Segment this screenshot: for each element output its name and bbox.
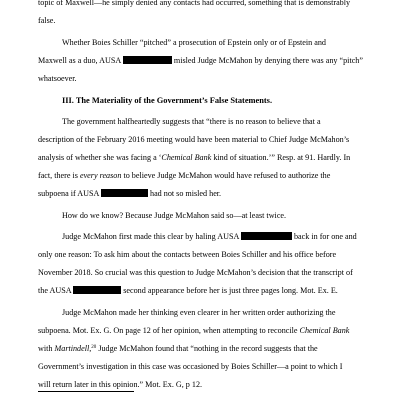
paragraph-line bbox=[38, 153, 350, 163]
paragraph-line bbox=[38, 135, 349, 145]
footnote-ref[interactable]: 20 bbox=[91, 345, 97, 350]
paragraph-line bbox=[38, 250, 336, 260]
footnote-separator bbox=[38, 391, 134, 392]
text-run: The government halfheartedly suggests that “there is no reason to believe that a bbox=[62, 117, 321, 126]
text-run: Maxwell as a duo, AUSA bbox=[38, 56, 123, 65]
section-heading bbox=[62, 96, 272, 106]
paragraph-line bbox=[38, 362, 342, 372]
redaction-block bbox=[73, 286, 121, 294]
paragraph-line bbox=[38, 171, 330, 181]
paragraph-line bbox=[38, 380, 202, 390]
text-run: false. bbox=[38, 16, 56, 25]
redaction-block bbox=[101, 189, 148, 197]
case-name-italic: Chemical Bank bbox=[161, 153, 212, 162]
paragraph-line bbox=[38, 74, 77, 84]
paragraph-line bbox=[38, 189, 221, 199]
paragraph-line bbox=[62, 232, 357, 242]
text-run: Judge McMahon made her thinking even clearer in her written order authorizing the bbox=[62, 308, 336, 317]
text-run: whatsoever. bbox=[38, 74, 77, 83]
case-name-italic: Martindell bbox=[54, 344, 90, 353]
paragraph-line bbox=[62, 117, 321, 127]
text-run: Government’s investigation in this case was occasioned by Boies Schiller—a point to which I bbox=[38, 362, 343, 371]
text-run: the AUSA bbox=[38, 286, 74, 295]
paragraph-line bbox=[38, 16, 55, 26]
paragraph-line bbox=[38, 326, 349, 336]
text-run: back in for one and bbox=[291, 232, 357, 241]
text-run: fact, there is bbox=[38, 171, 80, 180]
paragraph-line bbox=[38, 268, 353, 278]
text-run: kind of situation.’” Resp. at 91. Hardly. In bbox=[211, 153, 351, 162]
paragraph-line bbox=[38, 0, 350, 8]
emphasis-italic: every reason bbox=[79, 171, 122, 180]
text-run: will return later in this opinion.” Mot. Ex. G, p 12. bbox=[38, 380, 203, 389]
paragraph-line bbox=[38, 286, 338, 296]
text-run: with bbox=[38, 344, 55, 353]
text-run: topic of Maxwell—he simply denied any contacts had occurred, something that is demonstrably bbox=[38, 0, 351, 7]
text-run: to believe Judge McMahon would have refused to authorize the bbox=[121, 171, 331, 180]
paragraph-line bbox=[62, 38, 326, 48]
paragraph-line bbox=[62, 308, 335, 318]
text-run: Whether Boies Schiller “pitched” a prosecution of Epstein only or of Epstein and bbox=[62, 38, 326, 47]
text-run: subpoena. Mot. Ex. G. On page 12 of her opinion, when attempting to reconcile bbox=[38, 326, 300, 335]
paragraph-line bbox=[62, 211, 286, 221]
text-run: had not so misled her. bbox=[147, 189, 222, 198]
text-run: November 2018. So crucial was this question to Judge McMahon’s decision that the transcript of bbox=[38, 268, 353, 277]
redaction-block bbox=[241, 232, 292, 240]
redaction-block bbox=[123, 56, 172, 64]
text-run: Judge McMahon found that “nothing in the record suggests that the bbox=[96, 344, 318, 353]
text-run: description of the February 2016 meeting would have been material to Chief Judge McMahon’s bbox=[38, 135, 350, 144]
paragraph-line bbox=[38, 344, 318, 354]
text-run: analysis of whether she was facing a ‘ bbox=[38, 153, 162, 162]
text-run: How do we know? Because Judge McMahon said so—at least twice. bbox=[62, 211, 287, 220]
text-run: , bbox=[89, 344, 92, 353]
text-run: second appearance before her is just three pages long. Mot. Ex. E. bbox=[121, 286, 338, 295]
heading-text: III. The Materiality of the Government’s False Statements. bbox=[62, 96, 273, 105]
text-run: misled Judge McMahon by denying there was any “pitch” bbox=[171, 56, 363, 65]
text-run: only one reason: To ask him about the contacts between Boies Schiller and his office before bbox=[38, 250, 337, 259]
case-name-italic: Chemical Bank bbox=[299, 326, 350, 335]
text-run: Judge McMahon first made this clear by haling AUSA bbox=[62, 232, 241, 241]
text-run: subpoena if AUSA bbox=[38, 189, 101, 198]
paragraph-line bbox=[38, 56, 363, 66]
